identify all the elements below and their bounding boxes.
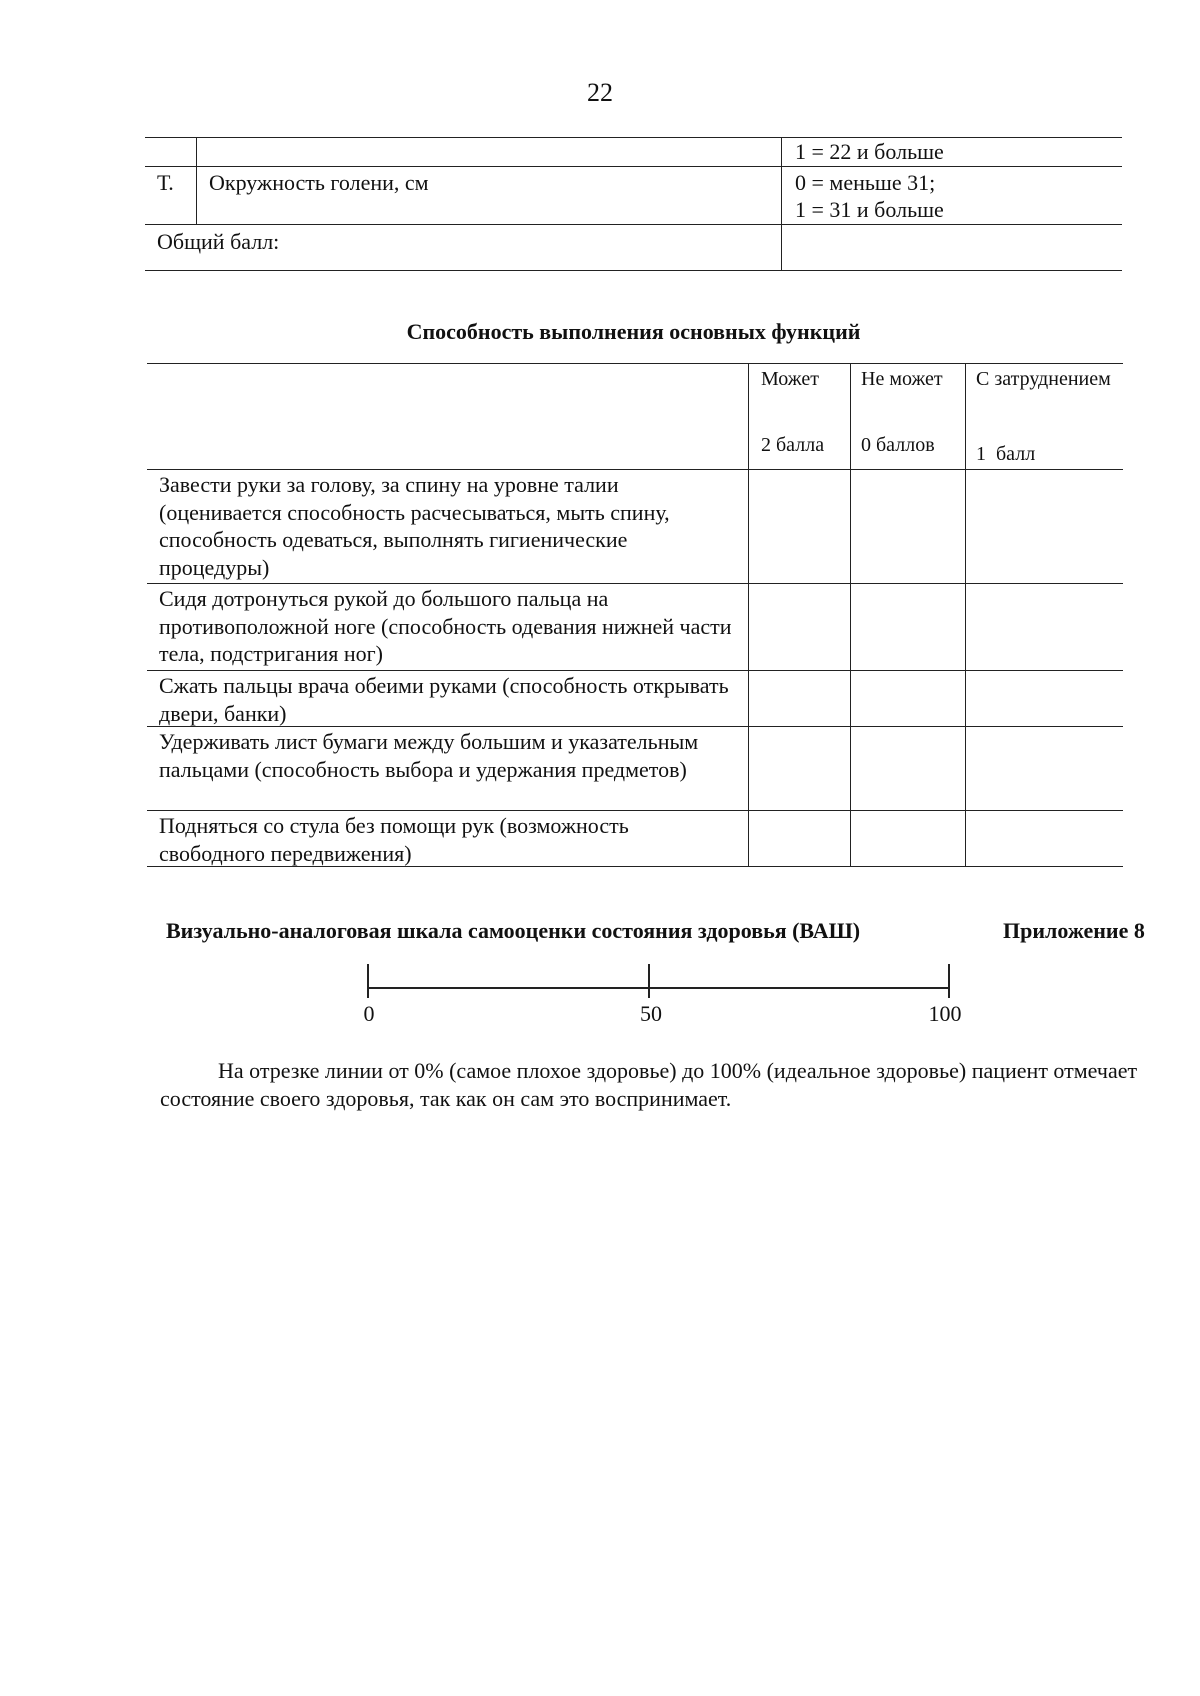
page-number: 22 <box>587 78 613 107</box>
scale-label-50: 50 <box>640 1001 662 1026</box>
row-label: Окружность голени, см <box>209 170 429 195</box>
scale-label-100: 100 <box>928 1001 962 1026</box>
functions-table <box>147 363 1123 867</box>
function-row: Сжать пальцы врача обеими руками (способность открывать двери, банки) <box>159 673 729 726</box>
appendix-label: Приложение 8 <box>1003 918 1145 943</box>
function-row: Сидя дотронуться рукой до большого пальца на противоположной ноге (способность одевания нижней части тела, подстригания ног) <box>159 586 732 666</box>
header-can: Может <box>761 368 819 390</box>
header-difficulty-score: 1 балл <box>976 443 1036 465</box>
row-value-1: 0 = меньше 31; <box>795 170 936 195</box>
row-letter: Т. <box>157 170 174 195</box>
function-row: Удерживать лист бумаги между большим и указательным пальцами (способность выбора и удержания предметов) <box>159 729 699 782</box>
scale-label-0: 0 <box>363 1001 375 1026</box>
header-cannot: Не может <box>861 368 943 390</box>
vas-title: Визуально-аналоговая шкала самооценки состояния здоровья (ВАШ) <box>166 918 861 943</box>
header-difficulty: С затруднением <box>976 368 1111 390</box>
row-value-2: 1 = 31 и больше <box>795 197 944 222</box>
function-row: Завести руки за голову, за спину на уровне талии (оценивается способность расчесываться, мыть спину, способность одеваться, выполнять гигиенические процедуры) <box>159 472 670 580</box>
vas-scale <box>360 958 960 1030</box>
header-can-score: 2 балла <box>761 434 825 456</box>
top-value: 1 = 22 и больше <box>795 139 944 164</box>
header-cannot-score: 0 баллов <box>861 434 935 456</box>
function-row: Подняться со стула без помощи рук (возможность свободного передвижения) <box>159 813 629 866</box>
score-table <box>145 137 1122 272</box>
vas-description: На отрезке линии от 0% (самое плохое здоровье) до 100% (идеальное здоровье) пациент отмечает состояние своего здоровья, так как он сам это воспринимает. <box>160 1058 1138 1111</box>
functions-title: Способность выполнения основных функций <box>406 319 861 344</box>
total-label: Общий балл: <box>157 229 280 254</box>
vas-scale-line <box>360 958 960 1002</box>
